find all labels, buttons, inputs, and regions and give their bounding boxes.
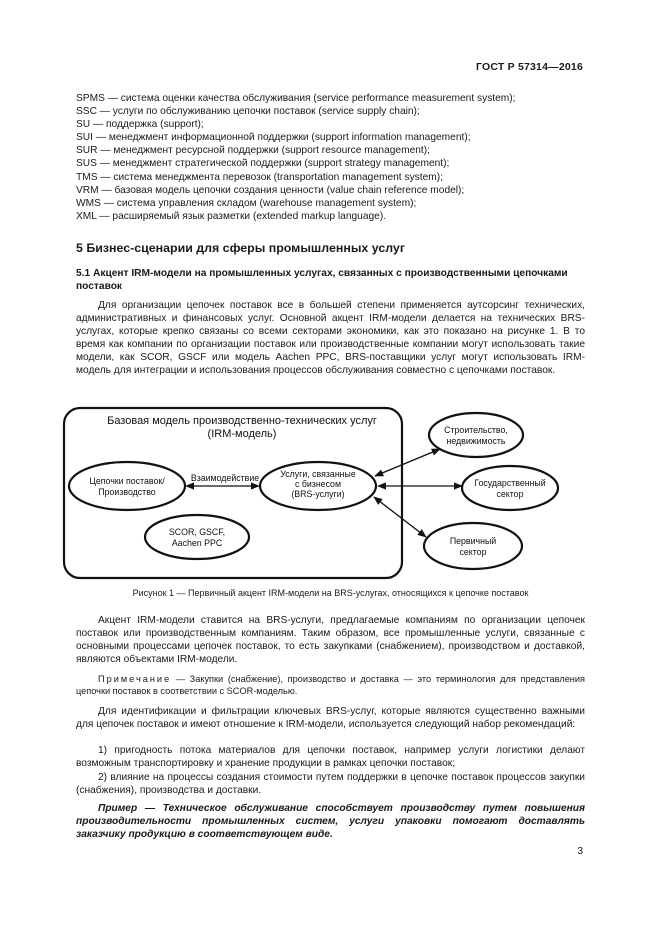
models-line1: SCOR, GSCF,: [168, 527, 226, 537]
page-number: 3: [577, 846, 583, 857]
primary-sector-line2: сектор: [459, 547, 487, 557]
figure-1-diagram: [62, 406, 602, 584]
arrow-to-construction: [375, 449, 440, 476]
brs-line1: Услуги, связанные: [280, 469, 356, 479]
paragraph-criteria: Для идентификации и фильтрации ключевых BRS-услуг, которые являются существенно важными для цепочек поставок и имеют отношение к IRM-модели, используется следующий набор рекомендаций:: [76, 706, 585, 731]
box-title-line1: Базовая модель производственно-технических услуг: [107, 415, 377, 427]
public-sector-line2: сектор: [496, 489, 524, 499]
abbreviation-item: SPMS — система оценки качества обслуживания (service performance measurement system);: [76, 93, 516, 104]
note-text: — Закупки (снабжение), производство и доставка — это терминология для представления цепочки поставок в соответствии с SCOR-моделью.: [76, 674, 585, 696]
abbreviation-item: WMS — система управления складом (warehouse management system);: [76, 197, 417, 209]
standard-header: ГОСТ Р 57314—2016: [475, 61, 583, 73]
models-line2: Aachen PPC: [171, 538, 223, 548]
abbreviation-item: SUI — менеджмент информационной поддержки (support information management);: [76, 132, 471, 144]
example-paragraph: Пример — Техническое обслуживание способствует производству путем повышения производительности промышленных систем, услуги упаковки помогают доставлять заказчику продукцию в соответствующем виде.: [76, 803, 585, 841]
figure-caption: Рисунок 1 — Первичный акцент IRM-модели на BRS-услугах, относящихся к цепочке поставок: [132, 588, 529, 598]
abbreviation-item: VRM — базовая модель цепочки создания ценности (value chain reference model);: [76, 184, 465, 196]
primary-sector-line1: Первичный: [449, 536, 497, 546]
section-5-1-heading: 5.1 Акцент IRM-модели на промышленных услугах, связанных с производственными цепочками поставок: [76, 268, 568, 292]
construction-line2: недвижимость: [446, 436, 506, 446]
public-sector-line1: Государственный: [474, 478, 546, 488]
box-title-line2: (IRM-модель): [207, 428, 277, 440]
abbreviation-item: SUS — менеджмент стратегической поддержки (support strategy management);: [76, 158, 450, 170]
abbreviation-item: TMS — система менеджмента перевозок (transportation management system);: [76, 171, 443, 183]
supply-chain-ellipse: [69, 462, 185, 510]
paragraph-focus: Акцент IRM-модели ставится на BRS-услуги, предлагаемые компаниям по организации цепочек поставок или производственным компаниям. Таким образом, все промышленные услуги, связанные с основными процессами цепочек поставок, то есть закупками (снабжением), производством и доставкой, являются объектами IRM-модели.: [76, 615, 585, 666]
brs-line3: (BRS-услуги): [291, 489, 345, 499]
models-ellipse: [145, 515, 249, 559]
brs-line2: с бизнесом: [294, 479, 342, 489]
note-label: Примечание: [98, 674, 172, 684]
note: [76, 673, 585, 697]
construction-sector-ellipse: [429, 413, 523, 457]
criteria-item-1: 1) пригодность потока материалов для цепочки поставок, например услуги логистики делают возможным транспортировку и хранение продукции в рамках цепочки поставок;: [76, 745, 585, 770]
public-sector-ellipse: [462, 466, 558, 510]
arrow-to-primary: [374, 497, 426, 537]
abbreviation-item: SU — поддержка (support);: [76, 119, 204, 131]
construction-line1: Строительство,: [444, 425, 508, 435]
supply-chain-line1: Цепочки поставок/: [89, 476, 165, 486]
abbreviation-item: XML — расширяемый язык разметки (extended markup language).: [76, 210, 387, 222]
supply-chain-line2: Производство: [98, 487, 156, 497]
abbreviation-item: SUR — менеджмент ресурсной поддержки (support resource management);: [76, 145, 430, 157]
interaction-label: Взаимодействие: [190, 473, 260, 483]
section-5-heading: 5 Бизнес-сценарии для сферы промышленных услуг: [76, 241, 405, 255]
criteria-item-2: 2) влияние на процессы создания стоимости путем поддержки в цепочке поставок процессов закупки (снабжения), производства и доставки.: [76, 772, 585, 797]
primary-sector-ellipse: [424, 523, 522, 569]
paragraph-intro: Для организации цепочек поставок все в большей степени применяется аутсорсинг технических, административных и финансовых услуг. Основной акцент IRM-модели делается на технических BRS-услугах, которые крепко связаны со всеми секторами экономики, как это показано на рисунке 1. В то время как компании по организации поставок или производственные компании могут использовать такие модели, как SCOR, GSCF или модель Aachen PPC, BRS-поставщики услуг могут использовать IRM-модель для интеграции и использования процессов обслуживания совместно с цепочками поставок.: [76, 300, 585, 377]
abbreviation-list: [76, 92, 591, 223]
abbreviation-item: SSC — услуги по обслуживанию цепочки поставок (service supply chain);: [76, 106, 420, 118]
